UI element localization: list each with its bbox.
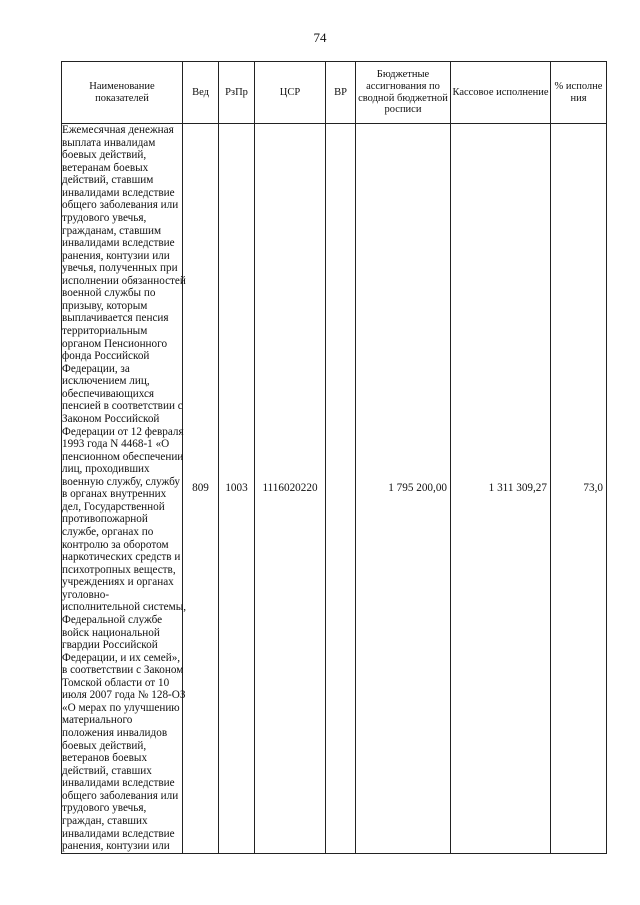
row-percent: 73,0 bbox=[551, 124, 607, 854]
row-name-line: органом Пенсионного bbox=[62, 337, 168, 350]
row-name-line: призыву, которым bbox=[62, 299, 148, 312]
row-name-line: обеспечивающихся bbox=[62, 387, 155, 400]
header-ved: Вед bbox=[183, 62, 219, 124]
row-name-line: трудового увечья, bbox=[62, 211, 147, 224]
row-name-line: увечья, полученных при bbox=[62, 262, 178, 275]
row-name-line: контролю за оборотом bbox=[62, 538, 169, 551]
header-row bbox=[62, 62, 607, 124]
row-name-line: наркотических средств и bbox=[62, 551, 181, 564]
header-csr: ЦСР bbox=[255, 62, 326, 124]
row-name-line: общего заболевания или bbox=[62, 789, 179, 802]
header-percent: % исполне ния bbox=[551, 62, 607, 124]
row-name-line: ветеранов боевых bbox=[62, 752, 148, 765]
budget-table bbox=[61, 61, 607, 854]
row-name-line: инвалидами вследствие bbox=[62, 827, 175, 840]
row-ved: 809 bbox=[183, 124, 219, 854]
row-name-line: дел, Государственной bbox=[62, 500, 165, 513]
row-name-line: психотропных веществ, bbox=[62, 563, 176, 576]
row-rzpr: 1003 bbox=[219, 124, 255, 854]
row-name-line: в соответствии с Законом bbox=[62, 664, 184, 677]
row-name-line: Ежемесячная денежная bbox=[62, 124, 174, 136]
row-name-line: Федерации, за bbox=[62, 362, 130, 375]
row-name-line: территориальным bbox=[62, 325, 148, 337]
row-name-line: учреждениях и органах bbox=[62, 576, 174, 589]
row-name-line: исключением лиц, bbox=[62, 375, 150, 388]
row-name-cell bbox=[62, 124, 187, 854]
row-name-line: боевых действий, bbox=[62, 739, 147, 752]
header-rzpr: РзПр bbox=[219, 62, 255, 124]
row-name-line: Федеральной службе bbox=[62, 613, 163, 626]
header-assigned: Бюджетные ассигнования по сводной бюджетной росписи bbox=[356, 62, 451, 124]
row-name-line: военную службу, службу bbox=[62, 475, 180, 488]
page-number: 74 bbox=[313, 30, 327, 45]
row-name-line: пенсией в соответствии с bbox=[62, 400, 183, 413]
row-name-line: лиц, проходивших bbox=[62, 463, 150, 476]
row-assigned: 1 795 200,00 bbox=[356, 124, 451, 854]
row-name-line: выплата инвалидам bbox=[62, 136, 156, 149]
table-row bbox=[62, 124, 607, 854]
row-executed: 1 311 309,27 bbox=[451, 124, 551, 854]
row-name-line: материального bbox=[62, 714, 133, 727]
row-name-line: гражданам, ставшим bbox=[62, 224, 162, 237]
row-name-line: военной службы по bbox=[62, 287, 156, 300]
row-name-line: июля 2007 года № 128-ОЗ bbox=[62, 689, 186, 702]
row-name-line: ранения, контузии или bbox=[62, 249, 170, 262]
row-name-line: граждан, ставших bbox=[62, 814, 148, 827]
row-name-line: исполнении обязанностей bbox=[62, 274, 186, 287]
header-executed: Кассовое исполнение bbox=[451, 62, 551, 124]
row-csr: 1116020220 bbox=[255, 124, 326, 854]
row-name-line: «О мерах по улучшению bbox=[62, 701, 180, 714]
row-name-line: действий, ставших bbox=[62, 764, 152, 777]
row-name-line: Федерации от 12 февраля bbox=[62, 425, 184, 438]
row-name-line: 1993 года N 4468-1 «О bbox=[62, 438, 170, 451]
header-vr: ВР bbox=[326, 62, 356, 124]
row-name-line: ранения, контузии или bbox=[62, 840, 170, 853]
row-name-line: ветеранам боевых bbox=[62, 161, 149, 174]
row-name-line: в органах внутренних bbox=[62, 488, 167, 501]
row-name-line: Законом Российской bbox=[62, 412, 160, 425]
row-name-line: инвалидами вследствие bbox=[62, 186, 175, 199]
row-name-line: гвардии Российской bbox=[62, 639, 158, 652]
row-name-line: действий, ставшим bbox=[62, 174, 154, 187]
header-name: Наименование показателей bbox=[62, 62, 183, 124]
row-name-line: трудового увечья, bbox=[62, 802, 147, 815]
row-name-line: фонда Российской bbox=[62, 350, 150, 363]
row-name-line: Томской области от 10 bbox=[62, 676, 170, 689]
row-name-line: Федерации, и их семей», bbox=[62, 651, 181, 664]
row-vr bbox=[326, 124, 356, 854]
row-name-line: выплачивается пенсия bbox=[62, 312, 169, 325]
row-name-line: общего заболевания или bbox=[62, 199, 179, 212]
row-name-line: инвалидами вследствие bbox=[62, 237, 175, 250]
row-name-line: исполнительной системы, bbox=[62, 601, 187, 614]
row-name-line: боевых действий, bbox=[62, 149, 147, 162]
row-name-line: пенсионном обеспечении bbox=[62, 450, 184, 463]
row-name-line: инвалидами вследствие bbox=[62, 777, 175, 790]
row-name-line: противопожарной bbox=[62, 513, 148, 526]
row-name-line: положения инвалидов bbox=[62, 727, 168, 739]
row-name-line: уголовно- bbox=[62, 588, 110, 601]
row-name-line: службе, органах по bbox=[62, 526, 154, 538]
row-name-line: войск национальной bbox=[62, 626, 160, 639]
